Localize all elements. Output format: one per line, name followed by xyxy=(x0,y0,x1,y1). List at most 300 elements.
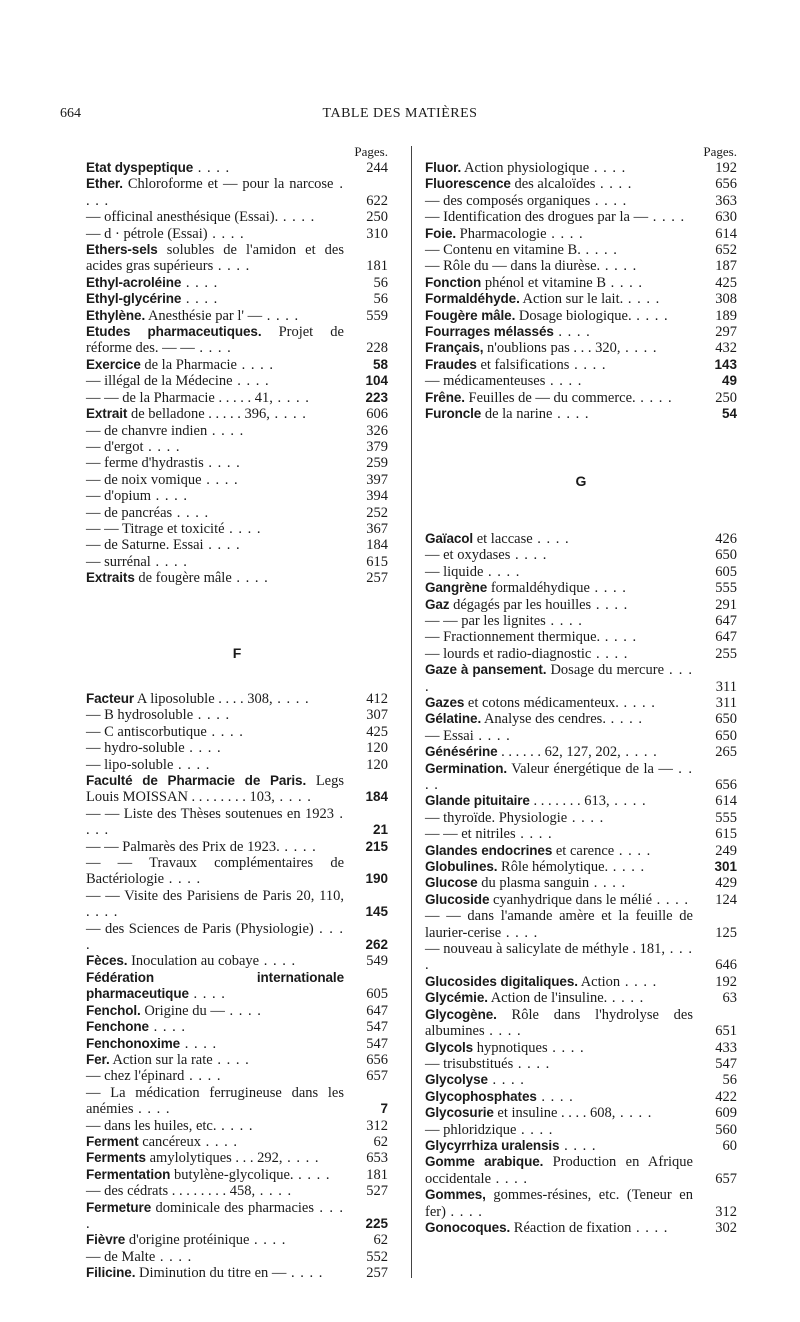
index-entry xyxy=(425,291,737,307)
dot-leader: . . . . xyxy=(605,711,643,728)
entry-text: Projet de réforme des. — — xyxy=(86,324,344,357)
index-entry xyxy=(425,1007,737,1040)
entry-term: Etat dyspeptique xyxy=(86,160,194,175)
page-ref: 49 xyxy=(721,373,737,389)
page-ref: 257 xyxy=(366,570,388,587)
entry-term: Fenchol. xyxy=(86,1002,141,1018)
entry-text: Pharmacologie xyxy=(456,225,547,242)
entry-text: — — Travaux complémentaires de Bactériologie xyxy=(86,855,344,888)
index-entry xyxy=(425,728,737,744)
index-entry xyxy=(86,773,388,806)
entry-text: — La médication ferrugineuse dans les anémies xyxy=(86,1084,344,1118)
section-letter-g: G xyxy=(575,472,587,489)
entry-term: Exercice xyxy=(86,356,141,372)
index-entry xyxy=(425,875,737,891)
dot-leader: . . . . xyxy=(155,1248,193,1265)
entry-text: Réaction de fixation xyxy=(510,1219,632,1236)
page-ref: 656 xyxy=(715,777,737,793)
index-entry xyxy=(425,761,737,794)
index-entry xyxy=(425,908,737,941)
page-ref: 257 xyxy=(366,1265,388,1282)
dot-leader: . . . . xyxy=(207,422,245,439)
dot-leader: . . . . xyxy=(425,662,693,695)
entry-text: — trisubstitués xyxy=(425,1055,514,1072)
entry-text: butylène-glycolique. xyxy=(170,1166,294,1183)
entry-text: Inoculation au cobaye xyxy=(127,953,260,970)
index-entry xyxy=(86,1019,388,1035)
entry-text: — — de la Pharmacie . . . . . 41, xyxy=(86,389,273,406)
index-entry xyxy=(425,711,737,727)
entry-text: — de Malte xyxy=(86,1248,156,1265)
page-ref: 425 xyxy=(715,274,737,291)
dot-leader: . . . . xyxy=(546,225,584,242)
entry-text: — Identification des drogues par la — xyxy=(425,209,649,226)
page-ref: 308 xyxy=(715,291,737,308)
pages-label: Pages. xyxy=(703,144,737,159)
page-ref: 181 xyxy=(366,258,388,275)
page-ref: 379 xyxy=(366,438,388,455)
page-ref: 433 xyxy=(715,1039,737,1056)
entry-text: Action sur la rate xyxy=(109,1051,213,1068)
index-entry xyxy=(425,793,737,809)
index-entry xyxy=(86,757,388,773)
entry-text: de la narine xyxy=(481,406,553,423)
index-entry xyxy=(86,439,388,455)
dot-leader: . . . . xyxy=(487,1072,525,1089)
dot-leader: . . . . xyxy=(86,176,345,209)
page-ref: 527 xyxy=(366,1183,388,1200)
page-ref: 301 xyxy=(714,859,737,875)
index-entry xyxy=(425,941,737,974)
dot-leader: . . . . xyxy=(552,406,590,423)
entry-text: Action xyxy=(577,973,621,990)
entry-term: Gonocoques. xyxy=(425,1219,511,1235)
index-entry xyxy=(425,974,737,990)
entry-term: Ethylène. xyxy=(86,307,146,323)
page-ref: 190 xyxy=(365,871,388,887)
page-ref: 58 xyxy=(372,356,388,372)
index-entry xyxy=(425,1187,737,1220)
entry-term: Filicine. xyxy=(86,1265,136,1281)
index-entry xyxy=(86,275,388,291)
page-ref: 255 xyxy=(715,645,737,662)
entry-text: — — Visite des Parisiens de Paris 20, 110, xyxy=(86,887,344,904)
index-entry xyxy=(86,160,388,176)
page-ref: 429 xyxy=(715,875,737,892)
index-entry xyxy=(86,1183,388,1199)
page-ref: 252 xyxy=(366,504,388,521)
entry-term: Extraits xyxy=(86,570,135,586)
index-entry xyxy=(425,373,737,389)
entry-text: — ferme d'hydrastis xyxy=(86,455,204,472)
index-entry xyxy=(86,691,388,707)
page-ref: 555 xyxy=(715,809,737,826)
entry-text: cancéreux xyxy=(138,1133,201,1150)
page-ref: 657 xyxy=(715,1170,737,1187)
index-entry xyxy=(425,226,737,242)
dot-leader: . . . . xyxy=(516,1121,554,1138)
dot-leader: . . . . xyxy=(236,356,274,373)
dot-leader: . . . . xyxy=(608,859,646,876)
page-ref: 187 xyxy=(715,258,737,275)
dot-leader: . . . . xyxy=(510,547,548,564)
dot-leader: . . . . xyxy=(614,842,652,859)
entry-text: dégagés par les houilles xyxy=(449,596,592,613)
index-entry xyxy=(425,340,737,356)
page-header xyxy=(60,106,740,126)
dot-leader: . . . . xyxy=(232,373,270,390)
entry-term: Ferments xyxy=(86,1150,146,1166)
entry-term: Glycémie. xyxy=(425,990,488,1006)
entry-text: — lourds et radio-diagnostic xyxy=(425,645,592,662)
section-letter-f: F xyxy=(232,644,242,661)
entry-term: Gaïacol xyxy=(425,530,474,546)
entry-text: et insuline . . . . 608, xyxy=(493,1105,616,1122)
page-ref: 560 xyxy=(715,1121,737,1138)
page-ref: 326 xyxy=(366,422,388,439)
dot-leader: . . . . xyxy=(425,760,693,793)
dot-leader: . . . . xyxy=(545,612,583,629)
dot-leader: . . . . xyxy=(249,1232,287,1249)
dot-leader: . . . . xyxy=(274,789,312,806)
index-entry xyxy=(425,646,737,662)
page-ref: 605 xyxy=(715,563,737,580)
index-entry xyxy=(425,826,737,842)
index-entry xyxy=(86,455,388,471)
entry-term: Formaldéhyde. xyxy=(425,291,520,307)
dot-leader: . . . . xyxy=(515,826,553,843)
entry-text: des alcaloïdes xyxy=(510,176,596,193)
entry-text: — lipo-soluble xyxy=(86,756,174,773)
dot-leader: . . . . xyxy=(86,805,345,839)
dot-leader: . . . . xyxy=(623,291,661,308)
page-ref: 223 xyxy=(365,389,388,405)
index-entry xyxy=(425,1089,737,1105)
dot-leader: . . . . xyxy=(194,340,232,357)
entry-text: et carence xyxy=(552,842,615,859)
entry-term: Fraudes xyxy=(425,356,477,372)
entry-text: — chez l'épinard xyxy=(86,1068,185,1085)
page-ref: 184 xyxy=(365,789,388,805)
entry-text: — C antiscorbutique xyxy=(86,723,207,740)
index-entry xyxy=(425,662,737,695)
page-ref: 615 xyxy=(366,553,388,570)
entry-text: phénol et vitamine B xyxy=(481,274,607,291)
entry-text: et laccase xyxy=(473,530,533,547)
page-ref: 614 xyxy=(715,225,737,242)
page-ref: 262 xyxy=(365,937,388,953)
page-ref: 54 xyxy=(721,406,737,422)
page-ref: 646 xyxy=(715,957,737,974)
dot-leader: . . . . xyxy=(631,1219,669,1236)
entry-text: — de Saturne. Essai xyxy=(86,537,204,554)
entry-term: Fluorescence xyxy=(425,176,511,192)
entry-text: — illégal de la Médecine xyxy=(86,373,233,390)
index-entry xyxy=(86,357,388,373)
index-entry xyxy=(425,843,737,859)
dot-leader: . . . . xyxy=(589,580,627,597)
index-entry xyxy=(425,1138,737,1154)
page-ref: 549 xyxy=(366,953,388,970)
entry-text: solubles de l'amidon et des acides gras supérieurs xyxy=(86,242,344,275)
dot-leader: . . . . xyxy=(184,1068,222,1085)
entry-text: dominicale des pharmacies xyxy=(151,1199,315,1216)
entry-text: . . . . . . . 613, xyxy=(529,793,610,810)
entry-term: Etudes pharmaceutiques. xyxy=(86,324,262,340)
page-ref: 7 xyxy=(380,1101,388,1117)
column-divider xyxy=(411,146,412,1278)
dot-leader: . . . . xyxy=(501,924,539,941)
index-entry xyxy=(86,242,388,275)
index-entry xyxy=(425,1056,737,1072)
page-ref: 647 xyxy=(715,612,737,629)
entry-text: formaldéhydique xyxy=(487,580,590,597)
entry-term: Ferment xyxy=(86,1133,139,1149)
dot-leader: . . . . xyxy=(425,941,693,974)
entry-text: Dosage du mercure xyxy=(546,662,665,679)
entry-text: n'oublions pas . . . 320, xyxy=(483,340,621,357)
page-ref: 609 xyxy=(715,1105,737,1122)
entry-term: Français, xyxy=(425,340,484,356)
entry-term: Faculté de Pharmacie de Paris. xyxy=(86,773,307,788)
page-ref: 547 xyxy=(366,1019,388,1036)
index-entry xyxy=(86,1085,388,1118)
page-ref: 104 xyxy=(365,373,388,389)
page-ref: 265 xyxy=(715,744,737,761)
dot-leader: . . . . xyxy=(483,563,521,580)
entry-text: — dans les huiles, etc. xyxy=(86,1117,217,1134)
entry-text: — officinal anesthésique (Essai). xyxy=(86,209,279,226)
index-entry xyxy=(86,373,388,389)
dot-leader: . . . . xyxy=(580,242,618,259)
dot-leader: . . . . xyxy=(188,986,226,1003)
dot-leader: . . . . xyxy=(606,274,644,291)
entry-term: Glycosurie xyxy=(425,1105,494,1121)
entry-text: hypnotiques xyxy=(473,1039,548,1056)
entry-text: — B hydrosoluble xyxy=(86,707,194,724)
page-ref: 259 xyxy=(366,455,388,472)
page-ref: 552 xyxy=(366,1248,388,1265)
dot-leader: . . . . xyxy=(207,225,245,242)
dot-leader: . . . . xyxy=(589,160,627,176)
index-entry xyxy=(86,707,388,723)
index-entry xyxy=(425,810,737,826)
dot-leader: . . . . xyxy=(172,504,210,521)
entry-term: Facteur xyxy=(86,690,135,706)
dot-leader: . . . . xyxy=(567,809,605,826)
page-ref: 653 xyxy=(366,1150,388,1167)
entry-term: Glande pituitaire xyxy=(425,793,530,809)
dot-leader: . . . . xyxy=(631,307,669,324)
entry-term: Glycolyse xyxy=(425,1072,488,1088)
index-entry xyxy=(86,1134,388,1150)
entry-term: Frêne. xyxy=(425,389,465,405)
entry-text: Anesthésie par l' — xyxy=(145,307,263,324)
entry-term: Glycyrrhiza uralensis xyxy=(425,1137,560,1153)
dot-leader: . . . . xyxy=(86,904,119,921)
page-ref: 63 xyxy=(722,990,737,1007)
entry-text: — d · pétrole (Essai) xyxy=(86,225,208,242)
index-entry xyxy=(86,806,388,839)
page-number: 664 xyxy=(60,106,81,121)
entry-text: — des cédrats . . . . . . . . 458, xyxy=(86,1183,256,1200)
entry-text: . . . . . . 62, 127, 202, xyxy=(497,744,621,761)
index-entry xyxy=(425,357,737,373)
entry-term: Fièvre xyxy=(86,1232,126,1248)
dot-leader: . . . . xyxy=(618,694,656,711)
page-ref: 422 xyxy=(715,1088,737,1105)
index-entry xyxy=(425,1122,737,1138)
dot-leader: . . . . xyxy=(173,756,211,773)
index-entry xyxy=(86,209,388,225)
index-entry xyxy=(86,1052,388,1068)
index-column-right xyxy=(425,144,737,1236)
entry-text: Production en Afrique occidentale xyxy=(425,1154,693,1187)
entry-text: Action de l'insuline. xyxy=(487,990,608,1007)
index-entry xyxy=(86,1249,388,1265)
page-ref: 250 xyxy=(366,209,388,226)
dot-leader: . . . . xyxy=(143,438,181,455)
entry-text: gommes-résines, etc. (Teneur en fer) xyxy=(425,1187,693,1220)
page-ref: 547 xyxy=(715,1055,737,1072)
entry-text: cyanhydrique dans le mélié xyxy=(489,891,653,908)
dot-leader: . . . . xyxy=(513,1055,551,1072)
dot-leader: . . . . xyxy=(184,740,222,757)
entry-text: — Fractionnement thermique. xyxy=(425,629,601,646)
index-entry xyxy=(86,1265,388,1281)
dot-leader: . . . . xyxy=(213,258,251,275)
entry-text: — et oxydases xyxy=(425,547,511,564)
index-entry xyxy=(86,970,388,1003)
index-entry xyxy=(86,324,388,357)
entry-term: Glucose xyxy=(425,875,478,891)
dot-leader: . . . . xyxy=(150,553,188,570)
index-entry xyxy=(86,406,388,422)
dot-leader: . . . . xyxy=(216,1117,254,1134)
index-entry xyxy=(425,1040,737,1056)
entry-term: Globulines. xyxy=(425,859,498,875)
dot-leader: . . . . xyxy=(279,838,317,855)
entry-text: Rôle hémolytique. xyxy=(497,859,609,876)
entry-term: Fermentation xyxy=(86,1166,171,1182)
dot-leader: . . . . xyxy=(272,690,310,707)
index-entry xyxy=(86,226,388,242)
page-ref: 651 xyxy=(715,1023,737,1040)
entry-term: Fluor. xyxy=(425,160,462,175)
page-ref: 145 xyxy=(365,904,388,920)
index-entry xyxy=(425,613,737,629)
index-entry xyxy=(425,390,737,406)
entry-text: — — Palmarès des Prix de 1923. xyxy=(86,838,280,855)
page-ref: 425 xyxy=(366,723,388,740)
entry-term: Ethyl-acroléine xyxy=(86,274,182,290)
dot-leader: . . . . xyxy=(445,1203,483,1220)
index-entry xyxy=(86,953,388,969)
entry-term: Gélatine. xyxy=(425,711,482,727)
entry-text: — hydro-soluble xyxy=(86,740,185,757)
page-ref: 614 xyxy=(715,793,737,810)
page-ref: 311 xyxy=(715,678,737,695)
entry-text: et cotons médicamenteux. xyxy=(464,694,619,711)
dot-leader: . . . . xyxy=(536,1088,574,1105)
entry-text: Analyse des cendres. xyxy=(481,711,606,728)
page-ref: 555 xyxy=(715,580,737,597)
dot-leader: . . . . xyxy=(278,209,316,226)
page-ref: 657 xyxy=(366,1068,388,1085)
dot-leader: . . . . xyxy=(193,707,231,724)
index-entry xyxy=(86,888,388,921)
page-ref: 244 xyxy=(366,160,388,176)
dot-leader: . . . . xyxy=(484,1023,522,1040)
index-entry xyxy=(425,308,737,324)
entry-term: Fermeture xyxy=(86,1199,152,1215)
index-entry xyxy=(86,1118,388,1134)
entry-text: — d'opium xyxy=(86,488,152,505)
dot-leader: . . . . xyxy=(203,537,241,554)
entry-term: Gaze à pansement. xyxy=(425,662,547,678)
page-ref: 656 xyxy=(366,1051,388,1068)
index-entry xyxy=(86,1167,388,1183)
dot-leader: . . . . xyxy=(286,1265,324,1282)
entry-text: Legs Louis MOISSAN . . . . . . . . 103, xyxy=(86,773,345,806)
dot-leader: . . . . xyxy=(547,1039,585,1056)
page-ref: 647 xyxy=(366,1002,388,1019)
page-ref: 650 xyxy=(715,711,737,728)
page-ref: 225 xyxy=(365,1215,388,1231)
index-entry xyxy=(86,1003,388,1019)
index-entry xyxy=(425,564,737,580)
index-entry xyxy=(86,1232,388,1248)
index-entry xyxy=(425,597,737,613)
entry-term: Glucosides digitaliques. xyxy=(425,973,578,989)
index-entry xyxy=(425,744,737,760)
index-entry xyxy=(86,537,388,553)
index-entry xyxy=(425,1154,737,1187)
dot-leader: . . . . xyxy=(224,520,262,537)
entry-term: Gommes, xyxy=(425,1187,486,1203)
page-ref: 249 xyxy=(715,842,737,859)
dot-leader: . . . . xyxy=(181,274,219,291)
entry-term: Fonction xyxy=(425,274,482,290)
page-ref: 312 xyxy=(715,1203,737,1220)
dot-leader: . . . . xyxy=(212,1051,250,1068)
page-ref: 124 xyxy=(715,891,737,908)
index-entry xyxy=(425,324,737,340)
dot-leader: . . . . xyxy=(600,629,638,646)
entry-term: Foie. xyxy=(425,225,457,241)
page-ref: 181 xyxy=(366,1166,388,1183)
dot-leader: . . . . xyxy=(559,1137,597,1154)
entry-term: Gaz xyxy=(425,596,450,612)
dot-leader: . . . . xyxy=(569,356,607,373)
entry-text: de la Pharmacie xyxy=(140,356,237,373)
page-ref: 21 xyxy=(372,822,388,838)
page-ref: 630 xyxy=(715,209,737,226)
page-ref: 312 xyxy=(366,1117,388,1134)
entry-term: Fèces. xyxy=(86,953,128,969)
entry-text: — Contenu en vitamine B. xyxy=(425,242,581,259)
entry-text: — Essai xyxy=(425,727,474,744)
entry-text: Action physiologique xyxy=(461,160,590,176)
page-ref: 310 xyxy=(366,225,388,242)
index-entry xyxy=(86,1068,388,1084)
entry-term: Extrait xyxy=(86,406,128,422)
index-entry xyxy=(86,740,388,756)
entry-text: amylolytiques . . . 292, xyxy=(145,1150,283,1167)
dot-leader: . . . . xyxy=(652,891,690,908)
dot-leader: . . . . xyxy=(148,1019,186,1036)
dot-leader: . . . . xyxy=(607,990,645,1007)
